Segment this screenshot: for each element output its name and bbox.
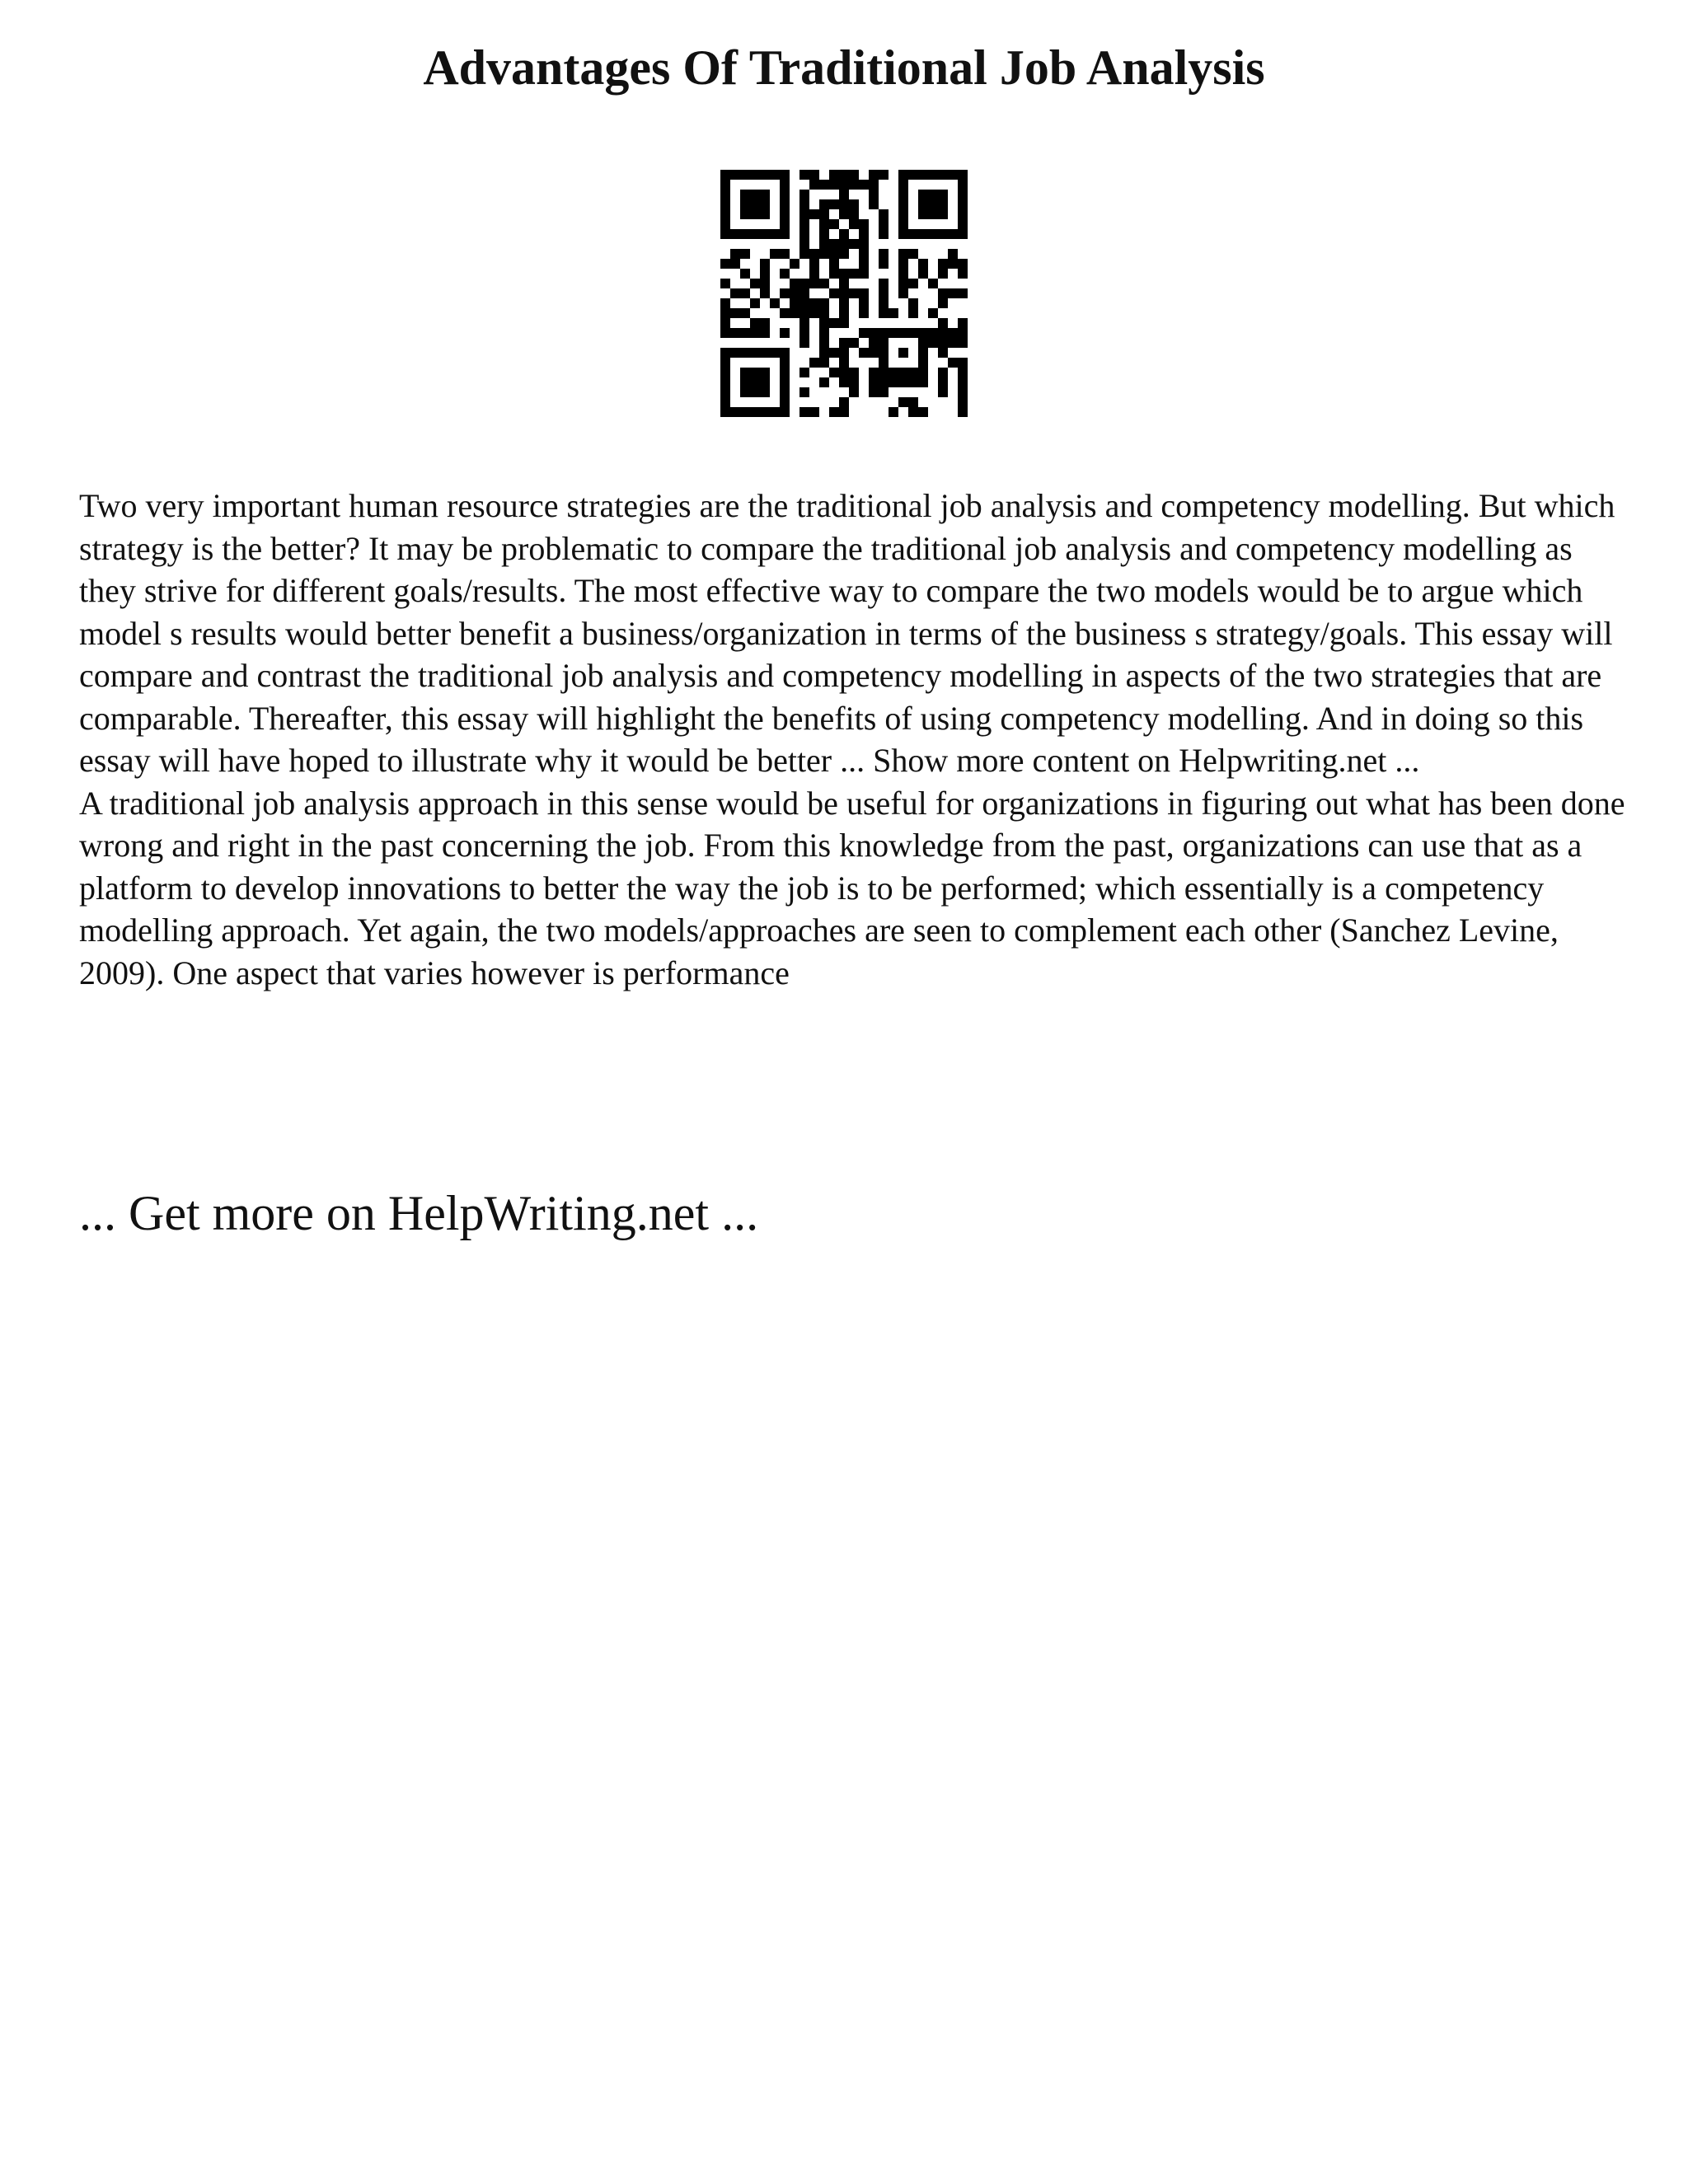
- essay-paragraph-2: A traditional job analysis approach in this sense would be useful for organizations in figuring out what has been done wrong and right in the past concerning the job. From this knowledge from the past, organizations can use that as a platform to develop innovations to better the way the job is to be performed; which essentially is a competency modelling approach. Yet again, the two models/approaches are seen to complement each other (Sanchez Levine, 2009). One aspect that varies however is performance: [79, 784, 1625, 991]
- qr-code-icon: [720, 170, 968, 417]
- essay-body: [79, 485, 1629, 994]
- page-title: Advantages Of Traditional Job Analysis: [423, 40, 1265, 95]
- get-more-link[interactable]: ... Get more on HelpWriting.net ...: [79, 1186, 759, 1240]
- essay-paragraph-1: Two very important human resource strategies are the traditional job analysis and competency modelling. But which strategy is the better? It may be problematic to compare the traditional job analysis and competency modelling as they strive for different goals/results. The most effective way to compare the two models would be to argue which model s results would better benefit a business/organization in terms of the business s strategy/goals. This essay will compare and contrast the traditional job analysis and competency modelling in aspects of the two strategies that are comparable. Thereafter, this essay will highlight the benefits of using competency modelling. And in doing so this essay will have hoped to illustrate why it would be better ... Show more content on Helpwriting.net ...: [79, 487, 1615, 779]
